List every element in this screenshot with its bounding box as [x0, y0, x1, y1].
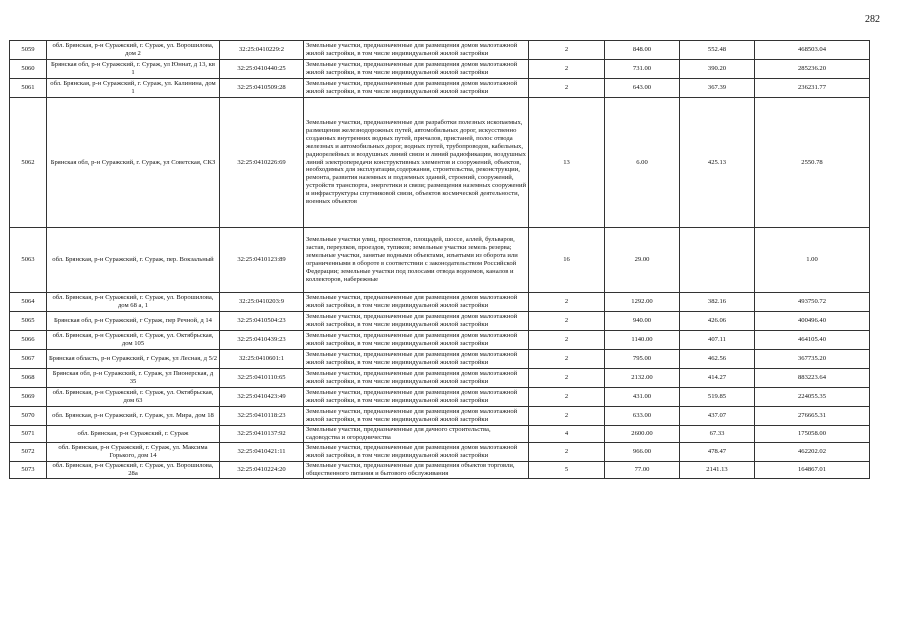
specific-value-cell: 2141.13	[680, 461, 755, 478]
address-cell: Брянская обл, р-н Суражский, г. Сураж, ул Советская, СКЗ	[47, 98, 220, 228]
use-code-cell: 2	[529, 331, 605, 350]
land-use-cell: Земельные участки, предназначенные для размещения домов малоэтажной жилой застройки, в том числе индивидуальной жилой застройки	[304, 388, 529, 407]
area-cell: 643.00	[605, 79, 680, 98]
area-cell: 966.00	[605, 442, 680, 461]
land-use-cell: Земельные участки, предназначенные для размещения домов малоэтажной жилой застройки, в том числе индивидуальной жилой застройки	[304, 60, 529, 79]
use-code-cell: 16	[529, 228, 605, 293]
use-code-cell: 2	[529, 79, 605, 98]
cadastral-number-cell: 32:25:0410110:65	[220, 369, 304, 388]
record-number-cell: 5067	[10, 350, 47, 369]
specific-value-cell: 519.85	[680, 388, 755, 407]
area-cell: 431.00	[605, 388, 680, 407]
cadastral-value-cell: 175058.00	[755, 426, 870, 443]
use-code-cell: 13	[529, 98, 605, 228]
address-cell: обл. Брянская, р-н Суражский, г. Сураж, ул. Максима Горького, дом 14	[47, 442, 220, 461]
cadastral-number-cell: 32:25:0410509:28	[220, 79, 304, 98]
specific-value-cell: 67.33	[680, 426, 755, 443]
area-cell: 795.00	[605, 350, 680, 369]
land-use-cell: Земельные участки, предназначенные для размещения домов малоэтажной жилой застройки, в том числе индивидуальной жилой застройки	[304, 79, 529, 98]
specific-value-cell	[680, 228, 755, 293]
cadastral-value-cell: 1.00	[755, 228, 870, 293]
land-use-cell: Земельные участки, предназначенные для размещения домов малоэтажной жилой застройки, в том числе индивидуальной жилой застройки	[304, 331, 529, 350]
land-use-cell: Земельные участки, предназначенные для размещения домов малоэтажной жилой застройки, в том числе индивидуальной жилой застройки	[304, 350, 529, 369]
address-cell: обл. Брянская, р-н Суражский, г. Сураж, ул. Октябрьская, дом 63	[47, 388, 220, 407]
cadastral-number-cell: 32:25:0410226:69	[220, 98, 304, 228]
use-code-cell: 2	[529, 293, 605, 312]
specific-value-cell: 407.11	[680, 331, 755, 350]
specific-value-cell: 390.20	[680, 60, 755, 79]
cadastral-number-cell: 32:25:0410504:23	[220, 312, 304, 331]
use-code-cell: 2	[529, 388, 605, 407]
record-number-cell: 5072	[10, 442, 47, 461]
land-use-cell: Земельные участки, предназначенные для дачного строительства, садоводства и огородничества	[304, 426, 529, 443]
record-number-cell: 5063	[10, 228, 47, 293]
use-code-cell: 2	[529, 312, 605, 331]
table-row	[10, 350, 870, 369]
cadastral-number-cell: 32:25:0410421:11	[220, 442, 304, 461]
record-number-cell: 5064	[10, 293, 47, 312]
cadastral-value-cell: 493750.72	[755, 293, 870, 312]
table-row	[10, 388, 870, 407]
cadastral-value-cell: 883223.64	[755, 369, 870, 388]
cadastral-number-cell: 32:25:0410203:9	[220, 293, 304, 312]
table-row	[10, 293, 870, 312]
cadastral-value-cell: 464105.40	[755, 331, 870, 350]
use-code-cell: 2	[529, 407, 605, 426]
table-row	[10, 98, 870, 228]
cadastral-value-cell: 2550.78	[755, 98, 870, 228]
area-cell: 731.00	[605, 60, 680, 79]
table-row	[10, 228, 870, 293]
cadastral-number-cell: 32:25:0410224:20	[220, 461, 304, 478]
cadastral-value-cell: 285236.20	[755, 60, 870, 79]
area-cell: 29.00	[605, 228, 680, 293]
area-cell: 848.00	[605, 41, 680, 60]
specific-value-cell: 462.56	[680, 350, 755, 369]
land-use-cell: Земельные участки, предназначенные для размещения домов малоэтажной жилой застройки, в том числе индивидуальной жилой застройки	[304, 293, 529, 312]
area-cell: 940.00	[605, 312, 680, 331]
use-code-cell: 5	[529, 461, 605, 478]
specific-value-cell: 426.06	[680, 312, 755, 331]
record-number-cell: 5069	[10, 388, 47, 407]
table-row	[10, 60, 870, 79]
table-row	[10, 461, 870, 478]
record-number-cell: 5059	[10, 41, 47, 60]
address-cell: обл. Брянская, р-н Суражский, г. Сураж, ул. Октябрьская, дом 105	[47, 331, 220, 350]
record-number-cell: 5073	[10, 461, 47, 478]
record-number-cell: 5060	[10, 60, 47, 79]
area-cell: 1292.00	[605, 293, 680, 312]
specific-value-cell: 414.27	[680, 369, 755, 388]
cadastral-value-cell: 276665.31	[755, 407, 870, 426]
cadastral-number-cell: 32:25:0410118:23	[220, 407, 304, 426]
address-cell: Брянская обл, р-н Суражский, г Сураж, пер Речной, д 14	[47, 312, 220, 331]
land-use-cell: Земельные участки, предназначенные для размещения домов малоэтажной жилой застройки, в том числе индивидуальной жилой застройки	[304, 312, 529, 331]
use-code-cell: 2	[529, 350, 605, 369]
table-body	[10, 41, 870, 479]
land-use-cell: Земельные участки, предназначенные для размещения домов малоэтажной жилой застройки, в том числе индивидуальной жилой застройки	[304, 41, 529, 60]
record-number-cell: 5065	[10, 312, 47, 331]
record-number-cell: 5061	[10, 79, 47, 98]
specific-value-cell: 367.39	[680, 79, 755, 98]
address-cell: Брянская обл, р-н Суражский, г. Сураж, ул Пионерская, д 35	[47, 369, 220, 388]
cadastral-value-cell: 164867.01	[755, 461, 870, 478]
address-cell: обл. Брянская, р-н Суражский, г. Сураж, ул. Ворошилова, 28а	[47, 461, 220, 478]
page-number: 282	[865, 14, 880, 25]
table-row	[10, 369, 870, 388]
table-row	[10, 407, 870, 426]
area-cell: 633.00	[605, 407, 680, 426]
cadastral-number-cell: 32:25:0410440:25	[220, 60, 304, 79]
use-code-cell: 2	[529, 442, 605, 461]
record-number-cell: 5062	[10, 98, 47, 228]
table-row	[10, 442, 870, 461]
address-cell: обл. Брянская, р-н Суражский, г. Сураж, ул. Мира, дом 18	[47, 407, 220, 426]
address-cell: обл. Брянская, р-н Суражский, г. Сураж, ул. Ворошилова, дом 68 а, 1	[47, 293, 220, 312]
land-use-cell: Земельные участки, предназначенные для размещения объектов торговли, общественного питания и бытового обслуживания	[304, 461, 529, 478]
land-use-cell: Земельные участки, предназначенные для размещения домов малоэтажной жилой застройки, в том числе индивидуальной жилой застройки	[304, 442, 529, 461]
area-cell: 2600.00	[605, 426, 680, 443]
cadastral-number-cell: 32:25:0410439:23	[220, 331, 304, 350]
land-use-cell: Земельные участки, предназначенные для размещения домов малоэтажной жилой застройки, в том числе индивидуальной жилой застройки	[304, 369, 529, 388]
cadastral-number-cell: 32:25:0410229:2	[220, 41, 304, 60]
table-row	[10, 41, 870, 60]
cadastral-value-cell: 236231.77	[755, 79, 870, 98]
table-row	[10, 312, 870, 331]
address-cell: Брянская область, р-н Суражский, г Сураж, ул Лесная, д 5/2	[47, 350, 220, 369]
address-cell: обл. Брянская, р-н Суражский, г. Сураж, ул. Ворошилова, дом 2	[47, 41, 220, 60]
cadastral-number-cell: 32:25:0410123:89	[220, 228, 304, 293]
table-row	[10, 331, 870, 350]
address-cell: Брянская обл, р-н Суражский, г. Сураж, ул Юннат, д 13, кв 1	[47, 60, 220, 79]
record-number-cell: 5071	[10, 426, 47, 443]
cadastral-number-cell: 32:25:0410601:1	[220, 350, 304, 369]
record-number-cell: 5070	[10, 407, 47, 426]
use-code-cell: 2	[529, 41, 605, 60]
specific-value-cell: 425.13	[680, 98, 755, 228]
specific-value-cell: 437.07	[680, 407, 755, 426]
area-cell: 1140.00	[605, 331, 680, 350]
table-row	[10, 426, 870, 443]
table-row	[10, 79, 870, 98]
cadastral-value-cell: 400496.40	[755, 312, 870, 331]
address-cell: обл. Брянская, р-н Суражский, г. Сураж, пер. Вокзальный	[47, 228, 220, 293]
cadastral-value-cell: 462202.02	[755, 442, 870, 461]
cadastral-table	[9, 40, 870, 479]
address-cell: обл. Брянская, р-н Суражский, г. Сураж, ул. Калинина, дом 1	[47, 79, 220, 98]
use-code-cell: 4	[529, 426, 605, 443]
land-use-cell: Земельные участки, предназначенные для размещения домов малоэтажной жилой застройки, в том числе индивидуальной жилой застройки	[304, 407, 529, 426]
land-use-cell: Земельные участки улиц, проспектов, площадей, шоссе, аллей, бульваров, застав, переулков, проездов, тупиков; земельные участки земель резерва; земельные участки, занятые водными объектами, изъятыми из оборота или ограниченными в обороте в соответствии с законодательством Российской Федерации; земельные участки под полосами отвода водоемов, каналов и коллекторов, набережные	[304, 228, 529, 293]
cadastral-value-cell: 468503.04	[755, 41, 870, 60]
cadastral-value-cell: 224055.35	[755, 388, 870, 407]
address-cell: обл. Брянская, р-н Суражский, г. Сураж	[47, 426, 220, 443]
use-code-cell: 2	[529, 60, 605, 79]
area-cell: 2132.00	[605, 369, 680, 388]
use-code-cell: 2	[529, 369, 605, 388]
record-number-cell: 5066	[10, 331, 47, 350]
record-number-cell: 5068	[10, 369, 47, 388]
specific-value-cell: 552.48	[680, 41, 755, 60]
specific-value-cell: 478.47	[680, 442, 755, 461]
cadastral-value-cell: 367735.20	[755, 350, 870, 369]
area-cell: 6.00	[605, 98, 680, 228]
specific-value-cell: 382.16	[680, 293, 755, 312]
cadastral-number-cell: 32:25:0410137:92	[220, 426, 304, 443]
land-use-cell: Земельные участки, предназначенные для разработки полезных ископаемых, размещения железнодорожных путей, автомобильных дорог, искусственно созданных внутренних водных путей, причалов, пристаней, полос отвода железных и автомобильных дорог, водных путей, трубопроводов, кабельных, радиорелейных и воздушных линий связи и линий радиофикации, воздушных линий электропередачи конструктивных элементов и сооружений, объектов, необходимых для эксплуатации,содержания, строительства, реконструкции, ремонта, развития наземных и подземных зданий, строений, сооружений, устройств транспорта, энергетики и связи; размещения наземных сооружений и инфраструктуры спутниковой связи, объектов космической деятельности, военных объектов	[304, 98, 529, 228]
area-cell: 77.00	[605, 461, 680, 478]
cadastral-number-cell: 32:25:0410423:49	[220, 388, 304, 407]
